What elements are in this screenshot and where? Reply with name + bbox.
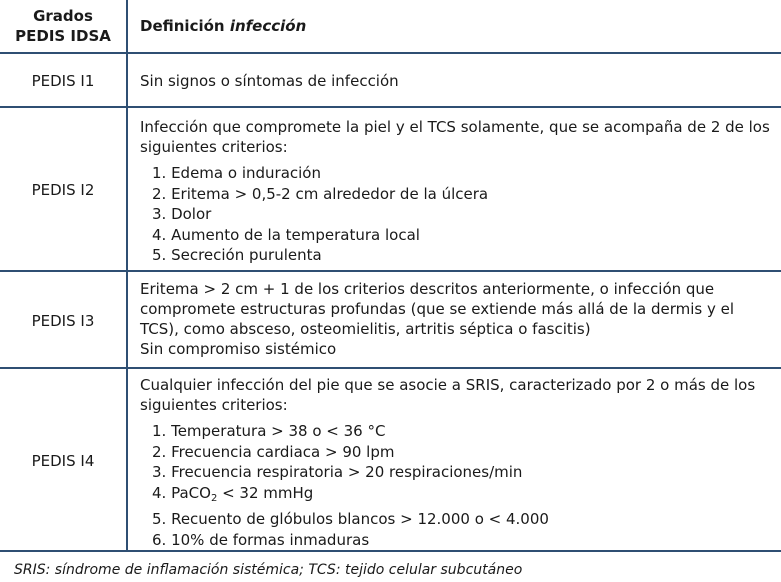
header-definition-prefix: Definición xyxy=(140,17,225,35)
grade-label: PEDIS I2 xyxy=(31,181,95,199)
definition-text: Sin compromiso sistémico xyxy=(140,340,337,358)
criteria-item: 1. Edema o induración xyxy=(152,164,321,182)
criteria-item: 1. Temperatura > 38 o < 36 °C xyxy=(152,422,386,440)
criteria-item: 5. Recuento de glóbulos blancos > 12.000 o < 4.000 xyxy=(152,510,549,529)
table-rule xyxy=(0,52,781,54)
criteria-item: 3. Dolor xyxy=(152,205,212,224)
grade-label: PEDIS I1 xyxy=(31,72,95,90)
criteria-item: 2. Frecuencia cardiaca > 90 lpm xyxy=(152,442,395,461)
criteria-item: 3. Frecuencia respiratoria > 20 respiraciones/min xyxy=(152,463,523,482)
definition-cell xyxy=(140,375,770,551)
criteria-item-suffix: < 32 mmHg xyxy=(217,483,314,502)
table-rule xyxy=(0,270,781,272)
definition-cell xyxy=(140,117,770,266)
table-rule xyxy=(0,367,781,369)
header-grades-line2: PEDIS IDSA xyxy=(15,27,111,45)
criteria-list xyxy=(152,163,770,266)
criteria-list xyxy=(152,421,770,551)
grade-label: PEDIS I3 xyxy=(31,312,95,330)
criteria-item: 6. 10% de formas inmaduras xyxy=(152,530,370,549)
grade-label: PEDIS I4 xyxy=(31,452,95,470)
criteria-item-subscript: 2 xyxy=(210,492,218,504)
definition-text: Sin signos o síntomas de infección xyxy=(140,72,399,90)
criteria-item: 2. Eritema > 0,5-2 cm alrededor de la úlcera xyxy=(152,184,489,203)
footnote: SRIS: síndrome de inflamación sistémica; TCS: tejido celular subcutáneo xyxy=(14,562,523,578)
definition-cell xyxy=(140,71,770,91)
header-definition xyxy=(140,16,306,36)
header-grades xyxy=(0,6,126,46)
criteria-item-prefix: 4. PaCO xyxy=(152,483,211,502)
definition-cell xyxy=(140,279,770,359)
definition-text: Cualquier infección del pie que se asocie a SRIS, caracterizado por 2 o más de los siguientes criterios: xyxy=(140,376,756,414)
criteria-item xyxy=(152,483,770,510)
table-rule xyxy=(0,106,781,108)
header-grades-line1: Grados xyxy=(33,7,93,25)
header-definition-emphasis: infección xyxy=(229,17,307,35)
definition-text: Eritema > 2 cm + 1 de los criterios descritos anteriormente, o infección que compromete estructuras profundas (que se extiende más allá de la dermis y el TCS), como absceso, osteomielitis, artritis séptica o fascitis) xyxy=(140,280,735,338)
column-divider xyxy=(126,0,128,552)
criteria-item: 4. Aumento de la temperatura local xyxy=(152,225,420,244)
definition-text: Infección que compromete la piel y el TCS solamente, que se acompaña de 2 de los siguientes criterios: xyxy=(140,118,770,156)
criteria-item: 5. Secreción purulenta xyxy=(152,246,322,265)
